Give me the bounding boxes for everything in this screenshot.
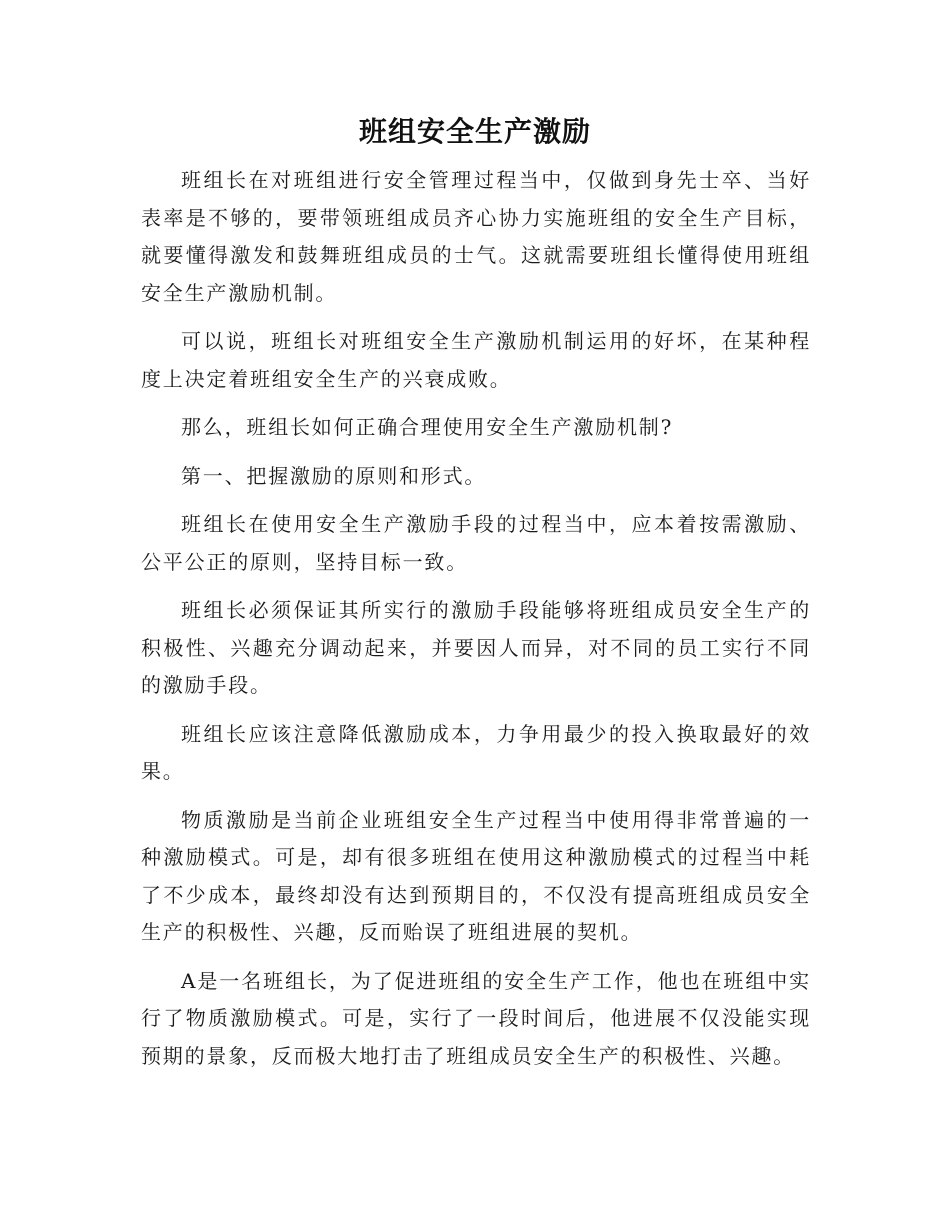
paragraph-3: 那么，班组长如何正确合理使用安全生产激励机制? bbox=[181, 415, 674, 439]
document-title: 班组安全生产激励 bbox=[358, 115, 591, 148]
paragraph-6: 班组长必须保证其所实行的激励手段能够将班组成员安全生产的积极性、兴趣充分调动起来，并要因人而异，对不同的员工实行不同的激励手段。 bbox=[141, 598, 811, 697]
paragraph-5: 班组长在使用安全生产激励手段的过程当中，应本着按需激励、公平公正的原则，坚持目标一致。 bbox=[141, 512, 811, 574]
document-body bbox=[141, 162, 811, 1086]
paragraph-9: A是一名班组长，为了促进班组的安全生产工作，他也在班组中实行了物质激励模式。可是，实行了一段时间后，他进展不仅没能实现预期的景象，反而极大地打击了班组成员安全生产的积极性、兴趣。 bbox=[141, 968, 811, 1068]
paragraph-8: 物质激励是当前企业班组安全生产过程当中使用得非常普遍的一种激励模式。可是，却有很多班组在使用这种激励模式的过程当中耗了不少成本，最终却没有达到预期目的，不仅没有提高班组成员安全生产的积极性、兴趣，反而贻误了班组进展的契机。 bbox=[141, 807, 811, 944]
paragraph-2: 可以说，班组长对班组安全生产激励机制运用的好坏，在某种程度上决定着班组安全生产的兴衰成败。 bbox=[141, 329, 811, 391]
paragraph-4: 第一、把握激励的原则和形式。 bbox=[181, 463, 487, 488]
paragraph-7: 班组长应该注意降低激励成本，力争用最少的投入换取最好的效果。 bbox=[141, 721, 811, 783]
paragraph-1: 班组长在对班组进行安全管理过程当中，仅做到身先士卒、当好表率是不够的，要带领班组成员齐心协力实施班组的安全生产目标，就要懂得激发和鼓舞班组成员的士气。这就需要班组长懂得使用班组安全生产激励机制。 bbox=[141, 168, 811, 305]
